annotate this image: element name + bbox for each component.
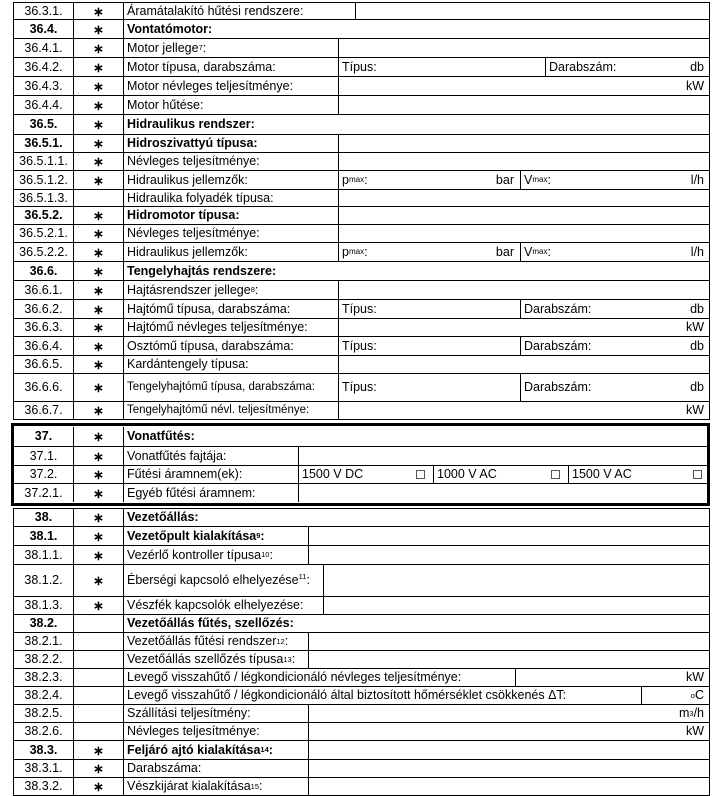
- required-mark: ∗: [73, 319, 123, 336]
- row-label: Motor névleges teljesítménye:: [123, 77, 338, 95]
- row-label: Vészkijárat kialakítása 15 :: [123, 778, 308, 795]
- section-heading-row: [13, 262, 710, 281]
- row-number: 36.3.1.: [13, 3, 73, 19]
- value-field[interactable]: [323, 565, 710, 596]
- table-row: [13, 402, 710, 420]
- value-field[interactable]: [298, 484, 710, 502]
- type-field[interactable]: Típus:: [338, 300, 520, 318]
- row-label: Hidraulika folyadék típusa:: [123, 190, 338, 206]
- row-number: 38.1.1.: [13, 546, 73, 564]
- type-field[interactable]: Típus:: [338, 58, 545, 76]
- count-field[interactable]: Darabszám: db: [520, 374, 710, 401]
- table-row: [13, 778, 710, 796]
- required-mark: ∗: [73, 778, 123, 795]
- table-row: [13, 484, 710, 502]
- section-heading-row: [13, 508, 710, 527]
- value-field[interactable]: [308, 527, 710, 545]
- row-label: Hidroszivattyú típusa:: [123, 135, 338, 152]
- table-row: [13, 447, 710, 466]
- required-mark: ∗: [73, 597, 123, 614]
- row-label: Vészfék kapcsolók elhelyezése:: [123, 597, 323, 614]
- row-label: Áramátalakító hűtési rendszere:: [123, 3, 355, 19]
- section-title: Hidraulikus rendszer:: [123, 115, 710, 134]
- required-mark: ∗: [73, 20, 123, 38]
- required-mark: [73, 615, 123, 632]
- required-mark: ∗: [73, 356, 123, 373]
- row-number: 36.6.1.: [13, 281, 73, 299]
- table-row: [13, 153, 710, 171]
- row-label: Hajtómű típusa, darabszáma:: [123, 300, 338, 318]
- row-label: Hidraulikus jellemzők:: [123, 171, 338, 189]
- row-number: 36.6.: [13, 262, 73, 280]
- value-field[interactable]: [338, 153, 710, 170]
- row-label: Kardántengely típusa:: [123, 356, 338, 373]
- value-field[interactable]: m 3 /h: [308, 705, 710, 722]
- table-row: [13, 466, 710, 484]
- row-number: 38.2.3.: [13, 669, 73, 686]
- table-row: [13, 171, 710, 190]
- table-row: [13, 2, 710, 20]
- option-1500v-ac[interactable]: 1500 V AC: [568, 466, 710, 483]
- required-mark: ∗: [73, 39, 123, 57]
- required-mark: ∗: [73, 447, 123, 465]
- table-row: [13, 633, 710, 651]
- subsection-row: [13, 207, 710, 225]
- row-label: Tengelyhajtómű névl. teljesítménye:: [123, 402, 338, 419]
- table-row: [13, 337, 710, 356]
- table-row: [13, 39, 710, 58]
- row-label: Névleges teljesítménye:: [123, 225, 338, 242]
- row-number: 36.5.1.1.: [13, 153, 73, 170]
- row-label: Darabszáma:: [123, 760, 308, 777]
- table-row: [13, 77, 710, 96]
- table-row: [13, 374, 710, 402]
- row-number: 36.4.2.: [13, 58, 73, 76]
- required-mark: ∗: [73, 546, 123, 564]
- row-number: 36.4.3.: [13, 77, 73, 95]
- required-mark: [73, 633, 123, 650]
- required-mark: [73, 687, 123, 704]
- table-row: [13, 597, 710, 615]
- pressure-field[interactable]: p max : bar: [338, 171, 520, 189]
- required-mark: ∗: [73, 466, 123, 483]
- row-number: 36.5.1.: [13, 135, 73, 152]
- required-mark: ∗: [73, 402, 123, 419]
- required-mark: ∗: [73, 207, 123, 224]
- row-number: 38.3.: [13, 741, 73, 759]
- row-label: Motor hűtése:: [123, 96, 338, 114]
- required-mark: ∗: [73, 96, 123, 114]
- value-field[interactable]: kW: [515, 669, 710, 686]
- required-mark: ∗: [73, 760, 123, 777]
- table-row: [13, 723, 710, 741]
- row-label: Hajtómű névleges teljesítménye:: [123, 319, 338, 336]
- table-row: [13, 281, 710, 300]
- required-mark: ∗: [73, 509, 123, 526]
- table-row: [13, 565, 710, 597]
- table-row: [13, 96, 710, 115]
- value-field[interactable]: [338, 135, 710, 152]
- table-row: [13, 705, 710, 723]
- row-number: 36.5.2.2.: [13, 243, 73, 261]
- row-number: 37.2.1.: [13, 484, 73, 502]
- value-field[interactable]: [338, 96, 710, 114]
- row-number: 38.2.5.: [13, 705, 73, 722]
- required-mark: ∗: [73, 58, 123, 76]
- row-label: Levegő visszahűtő / légkondicionáló névleges teljesítménye:: [123, 669, 515, 686]
- table-row: [13, 687, 710, 705]
- row-number: 38.2.1.: [13, 633, 73, 650]
- subsection-row: [13, 741, 710, 760]
- section-heading-row: [13, 115, 710, 135]
- value-field[interactable]: [308, 778, 710, 795]
- table-row: [13, 319, 710, 337]
- row-number: 36.5.2.: [13, 207, 73, 224]
- row-label: Motor jellege 7 :: [123, 39, 338, 57]
- section-title: Vezetőállás:: [123, 509, 710, 526]
- row-label: Vezetőállás fűtési rendszer 12 :: [123, 633, 308, 650]
- value-field[interactable]: [308, 651, 710, 668]
- row-number: 38.1.: [13, 527, 73, 545]
- row-label: Hajtásrendszer jellege 8 :: [123, 281, 338, 299]
- row-number: 36.4.1.: [13, 39, 73, 57]
- row-number: 36.5.1.2.: [13, 171, 73, 189]
- row-number: 38.2.6.: [13, 723, 73, 740]
- subsection-row: [13, 527, 710, 546]
- row-label: Vezérlő kontroller típusa 10 :: [123, 546, 308, 564]
- section-title: Tengelyhajtás rendszere:: [123, 262, 710, 280]
- row-number: 38.: [13, 509, 73, 526]
- value-field[interactable]: [355, 3, 710, 19]
- value-field[interactable]: [338, 190, 710, 206]
- value-field[interactable]: [338, 281, 710, 299]
- row-number: 38.1.2.: [13, 565, 73, 596]
- value-field[interactable]: [298, 447, 710, 465]
- required-mark: ∗: [73, 374, 123, 401]
- table-row: [13, 651, 710, 669]
- required-mark: [73, 723, 123, 740]
- checkbox-icon[interactable]: [551, 470, 560, 479]
- required-mark: ∗: [73, 243, 123, 261]
- value-field[interactable]: [338, 207, 710, 224]
- row-label: Feljáró ajtó kialakítása 14 :: [123, 741, 308, 759]
- row-label: Vezetőállás szellőzés típusa 13 :: [123, 651, 308, 668]
- required-mark: ∗: [73, 427, 123, 446]
- row-label: Éberségi kapcsoló elhelyezése$^{11}$:: [123, 565, 323, 596]
- value-field[interactable]: [308, 741, 710, 759]
- required-mark: ∗: [73, 171, 123, 189]
- required-mark: ∗: [73, 262, 123, 280]
- required-mark: ∗: [73, 3, 123, 19]
- row-number: 38.2.4.: [13, 687, 73, 704]
- value-field[interactable]: [338, 356, 710, 373]
- section-title: Vonatfűtés:: [123, 427, 710, 446]
- count-field[interactable]: Darabszám: db: [545, 58, 710, 76]
- row-number: 38.2.2.: [13, 651, 73, 668]
- value-field[interactable]: kW: [338, 319, 710, 336]
- required-mark: [73, 190, 123, 206]
- row-number: 36.6.5.: [13, 356, 73, 373]
- row-number: 37.1.: [13, 447, 73, 465]
- row-number: 36.5.2.1.: [13, 225, 73, 242]
- value-field[interactable]: [308, 546, 710, 564]
- value-field[interactable]: [338, 39, 710, 57]
- type-field[interactable]: Típus:: [338, 337, 520, 355]
- section-title: Vezetőállás fűtés, szellőzés:: [123, 615, 710, 632]
- row-label: Fűtési áramnem(ek):: [123, 466, 298, 483]
- count-field[interactable]: Darabszám: db: [520, 337, 710, 355]
- required-mark: ∗: [73, 300, 123, 318]
- row-label: Névleges teljesítménye:: [123, 723, 308, 740]
- required-mark: [73, 705, 123, 722]
- table-row: [13, 546, 710, 565]
- row-number: 38.3.2.: [13, 778, 73, 795]
- table-row: [13, 300, 710, 319]
- required-mark: ∗: [73, 281, 123, 299]
- table-row: [13, 760, 710, 778]
- row-number: 36.6.2.: [13, 300, 73, 318]
- subsection-row: [13, 135, 710, 153]
- subsection-row: [13, 615, 710, 633]
- row-number: 36.6.4.: [13, 337, 73, 355]
- required-mark: ∗: [73, 153, 123, 170]
- row-label: Motor típusa, darabszáma:: [123, 58, 338, 76]
- required-mark: ∗: [73, 225, 123, 242]
- required-mark: ∗: [73, 115, 123, 134]
- row-label: Hidromotor típusa:: [123, 207, 338, 224]
- row-label: Szállítási teljesítmény:: [123, 705, 308, 722]
- table-row: [13, 243, 710, 262]
- row-number: 36.4.4.: [13, 96, 73, 114]
- row-number: 38.1.3.: [13, 597, 73, 614]
- row-number: 36.5.: [13, 115, 73, 134]
- type-field[interactable]: Típus:: [338, 374, 520, 401]
- value-field[interactable]: [338, 225, 710, 242]
- row-label: Levegő visszahűtő / légkondicionáló által biztosított hőmérséklet csökkenés ΔT:: [123, 687, 641, 704]
- row-number: 36.6.6.: [13, 374, 73, 401]
- section-title: Vontatómotor:: [123, 20, 710, 38]
- table-row: [13, 356, 710, 374]
- option-1500v-dc[interactable]: 1500 V DC: [298, 466, 433, 483]
- row-number: 36.6.7.: [13, 402, 73, 419]
- row-number: 37.2.: [13, 466, 73, 483]
- row-number: 36.6.3.: [13, 319, 73, 336]
- required-mark: [73, 651, 123, 668]
- required-mark: [73, 669, 123, 686]
- value-field[interactable]: kW: [338, 77, 710, 95]
- row-label: Hidraulikus jellemzők:: [123, 243, 338, 261]
- required-mark: ∗: [73, 337, 123, 355]
- value-field[interactable]: [308, 760, 710, 777]
- required-mark: ∗: [73, 741, 123, 759]
- row-number: 38.2.: [13, 615, 73, 632]
- flow-field[interactable]: V max : l/h: [520, 171, 710, 189]
- row-label: Vonatfűtés fajtája:: [123, 447, 298, 465]
- value-field[interactable]: [323, 597, 710, 614]
- section-heading-row: [13, 427, 710, 447]
- row-number: 36.5.1.3.: [13, 190, 73, 206]
- table-row: [13, 58, 710, 77]
- row-label: Névleges teljesítménye:: [123, 153, 338, 170]
- row-number: 38.3.1.: [13, 760, 73, 777]
- flow-field[interactable]: V max : l/h: [520, 243, 710, 261]
- required-mark: ∗: [73, 77, 123, 95]
- row-label: Tengelyhajtómű típusa, darabszáma:: [123, 374, 338, 401]
- table-row: [13, 225, 710, 243]
- table-row: [13, 190, 710, 207]
- required-mark: ∗: [73, 527, 123, 545]
- checkbox-icon[interactable]: [416, 470, 425, 479]
- value-field[interactable]: o C: [641, 687, 710, 704]
- value-field[interactable]: kW: [308, 723, 710, 740]
- option-1000v-ac[interactable]: 1000 V AC: [433, 466, 568, 483]
- section-heading-row: [13, 20, 710, 39]
- table-row: [13, 669, 710, 687]
- row-number: 36.4.: [13, 20, 73, 38]
- row-label: Vezetőpult kialakítása 9 :: [123, 527, 308, 545]
- checkbox-icon[interactable]: [693, 470, 702, 479]
- value-field[interactable]: kW: [338, 402, 710, 419]
- count-field[interactable]: Darabszám: db: [520, 300, 710, 318]
- required-mark: ∗: [73, 135, 123, 152]
- required-mark: ∗: [73, 565, 123, 596]
- pressure-field[interactable]: p max : bar: [338, 243, 520, 261]
- row-number: 37.: [13, 427, 73, 446]
- row-label: Osztómű típusa, darabszáma:: [123, 337, 338, 355]
- required-mark: ∗: [73, 484, 123, 502]
- value-field[interactable]: [308, 633, 710, 650]
- row-label: Egyéb fűtési áramnem:: [123, 484, 298, 502]
